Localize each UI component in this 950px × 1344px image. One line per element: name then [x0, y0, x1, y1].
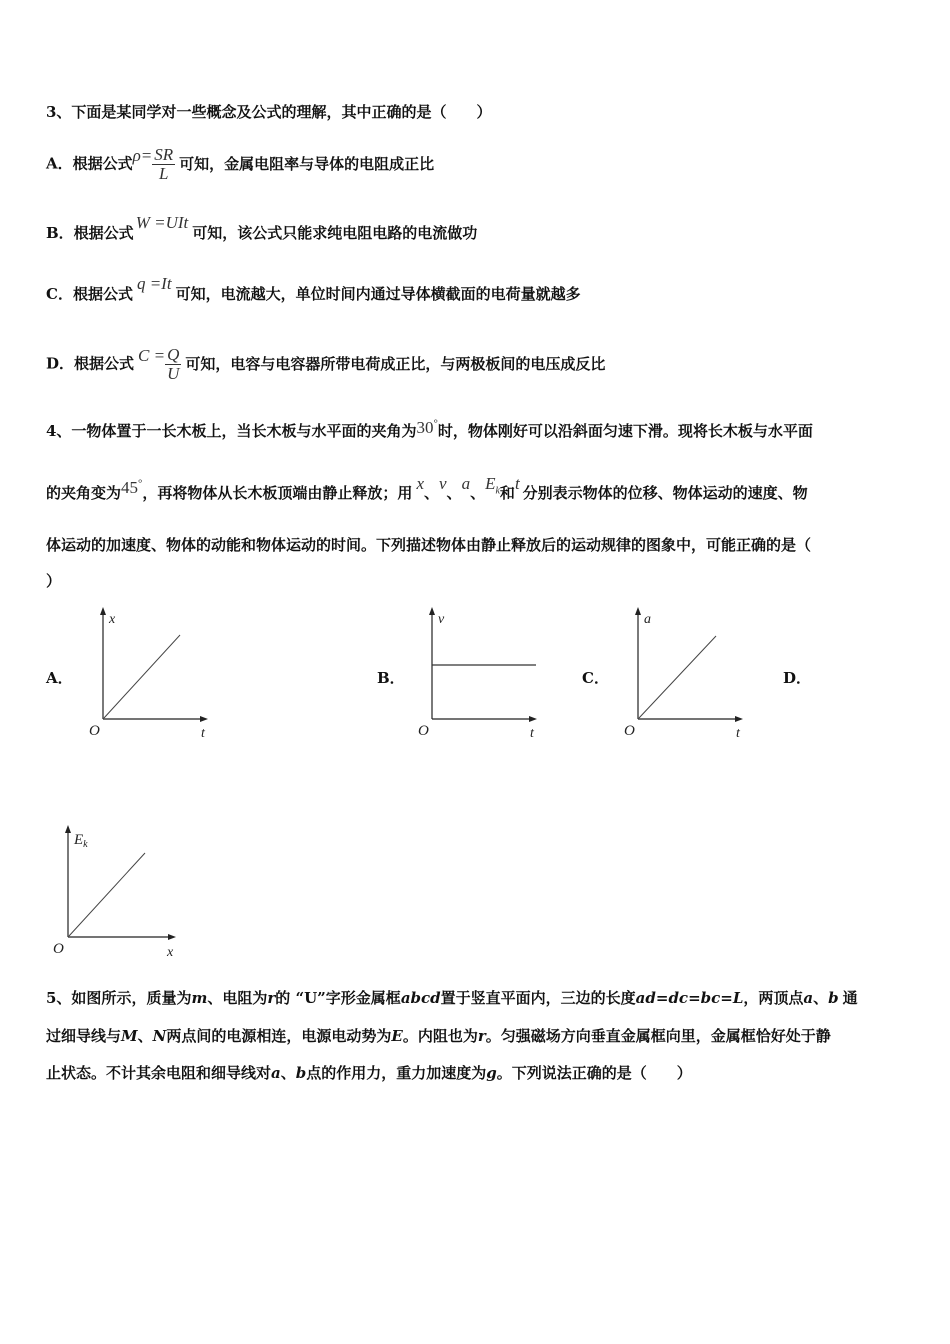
graph-b-y-label: v: [438, 612, 445, 627]
q5-line-1: [46, 987, 858, 1008]
q5-line-2: [46, 1025, 831, 1046]
q4-var-t: t: [514, 474, 520, 493]
graph-a-y-label: x: [109, 612, 116, 627]
graph-a-line: [104, 635, 180, 718]
q4-degree-1: °: [433, 417, 438, 430]
q4-sep-1: 、: [423, 484, 439, 502]
q3-b-label: B．根据公式: [46, 224, 134, 242]
q5-var-b: b: [828, 989, 839, 1007]
q4-var-k: k: [495, 485, 500, 497]
q3-a-label: A．根据公式: [46, 154, 133, 173]
q5-text-1e: ，两顶点: [743, 989, 804, 1007]
q3-a-numerator: SR: [154, 145, 174, 164]
q4-var-ek: [485, 474, 500, 497]
q3-stem: 3、下面是某同学对一些概念及公式的理解，其中正确的是（ ）: [46, 103, 492, 121]
q3-a-tail: 可知，金属电阻率与导体的电阻成正比: [179, 154, 435, 173]
q5-text-1g: 通: [842, 989, 858, 1007]
q3-b-tail: 可知，该公式只能求纯电阻电路的电流做功: [192, 224, 478, 242]
q3-d-tail: 可知，电容与电容器所带电荷成正比，与两极板间的电压成反比: [185, 354, 606, 373]
q3-a-lhs: ρ=: [132, 145, 153, 165]
graph-c-y-label: a: [644, 612, 651, 627]
q4-graph-d: [50, 820, 186, 962]
q4-line-1: [46, 417, 813, 441]
graph-d-x-label: x: [167, 945, 174, 960]
q3-c-formula: q =It: [136, 274, 172, 293]
q5-text-1c: 的 “U”字形金属框: [275, 989, 401, 1007]
q5-var-N: N: [152, 1027, 167, 1045]
q5-text-1f: 、: [813, 989, 829, 1007]
q5-var-abcd: abcd: [400, 989, 441, 1007]
q5-equation: ad=dc=bc=L: [635, 989, 744, 1007]
q5-text-2a: 过细导线与: [46, 1027, 122, 1045]
q5-var-r2: r: [477, 1027, 486, 1045]
q3-option-d: [46, 346, 605, 383]
q4-text-1a: 4、一物体置于一长木板上，当长木板与水平面的夹角为: [46, 422, 417, 440]
q4-text-1b: 时，物体刚好可以沿斜面匀速下滑。现将长木板与水平面: [437, 422, 813, 440]
q3-a-fraction: [152, 146, 175, 183]
graph-a-x-arrow: [200, 716, 208, 722]
q4-option-d-label: D．: [783, 669, 812, 687]
q3-d-denominator: U: [167, 364, 180, 383]
q4-angle-1-value: 30: [416, 418, 434, 437]
graph-c-origin: O: [624, 723, 635, 739]
graph-d-origin: O: [53, 941, 64, 957]
q5-text-3c: 点的作用力，重力加速度为: [306, 1064, 487, 1082]
q5-var-m: m: [191, 989, 208, 1007]
q5-text-3a: 止状态。不计其余电阻和细导线对: [46, 1064, 272, 1082]
q4-line-3: 体运动的加速度、物体的动能和物体运动的时间。下列描述物体由静止释放后的运动规律的图象中，可能正确的是（: [46, 536, 812, 554]
graph-d-y-sub: k: [83, 839, 88, 850]
q3-a-denominator: L: [158, 164, 169, 183]
graph-b-origin: O: [418, 723, 429, 739]
q4-degree-2: °: [138, 477, 143, 490]
q4-sep-3: 、: [470, 484, 486, 502]
q5-text-2b: 、: [137, 1027, 153, 1045]
q4-and: 和: [499, 484, 515, 502]
graph-a-origin: O: [89, 723, 100, 739]
q5-text-2e: 。匀强磁场方向垂直金属框向里，金属框恰好处于静: [485, 1027, 831, 1045]
q5-var-g: g: [486, 1064, 497, 1082]
q4-var-e: E: [485, 474, 496, 493]
graph-c-line: [639, 636, 716, 718]
q5-text-3b: 、: [280, 1064, 296, 1082]
q3-d-fraction: [165, 346, 181, 383]
q3-c-tail: 可知，电流越大，单位时间内通过导体横截面的电荷量就越多: [175, 285, 581, 303]
q3-b-formula: W =UIt: [135, 213, 189, 232]
q3-d-numerator: Q: [167, 345, 180, 364]
q3-option-a: [46, 146, 434, 183]
q5-var-b2: b: [295, 1064, 307, 1082]
q4-angle-2-value: 45: [121, 478, 139, 497]
q3-d-lhs: C =: [138, 345, 166, 365]
q4-text-2b: ，再将物体从长木板顶端由静止释放；用: [142, 484, 413, 502]
graph-d-y-label: [73, 832, 88, 850]
q5-var-a2: a: [271, 1064, 281, 1082]
q5-text-2d: 。内阻也为: [402, 1027, 478, 1045]
q5-var-M: M: [121, 1027, 138, 1045]
graph-d-x-arrow: [168, 934, 176, 940]
q5-text-1a: 5、如图所示，质量为: [46, 989, 192, 1007]
q3-d-label: D．根据公式: [46, 354, 135, 373]
q5-line-3: [46, 1062, 692, 1083]
q3-option-b: [46, 213, 478, 243]
graph-b-y-arrow: [429, 607, 435, 615]
q4-text-2a: 的夹角变为: [46, 484, 122, 502]
graph-b-x-label: t: [530, 726, 534, 741]
q5-text-3d: 。下列说法正确的是（ ）: [496, 1064, 692, 1082]
q4-angle-2: [121, 478, 142, 497]
q4-sep-2: 、: [446, 484, 462, 502]
q4-line-2: [46, 474, 808, 505]
q4-graph-a: [84, 603, 220, 743]
graph-a-x-label: t: [201, 726, 205, 741]
graph-d-y-arrow: [65, 825, 71, 833]
q5-var-a: a: [803, 989, 814, 1007]
q4-var-a: a: [461, 474, 471, 493]
q4-angle-1: [416, 418, 437, 437]
q4-text-2c: 分别表示物体的位移、物体运动的速度、物: [522, 484, 808, 502]
graph-c-y-arrow: [635, 607, 641, 615]
q5-text-1b: 、电阻为: [207, 989, 268, 1007]
q4-option-a-label: A．: [46, 669, 73, 687]
q5-var-r: r: [267, 989, 276, 1007]
graph-d-y-letter: E: [74, 832, 84, 848]
graph-a-y-arrow: [100, 607, 106, 615]
q5-text-1d: 置于竖直平面内，三边的长度: [440, 989, 636, 1007]
graph-d-line: [69, 853, 145, 936]
q5-text-2c: 两点间的电源相连，电源电动势为: [166, 1027, 392, 1045]
q4-graph-b: [413, 603, 549, 743]
q4-var-x: x: [416, 474, 424, 493]
graph-c-x-label: t: [736, 726, 740, 741]
q3-c-label: C．根据公式: [46, 285, 133, 303]
q5-var-E: E: [391, 1027, 403, 1045]
q3-option-c: [46, 274, 581, 304]
graph-c-x-arrow: [735, 716, 743, 722]
graph-b-x-arrow: [529, 716, 537, 722]
q4-graph-c: [619, 603, 755, 743]
q4-option-b-label: B．: [377, 669, 405, 687]
q4-line-4: ）: [46, 572, 62, 590]
q4-var-v: v: [439, 474, 447, 493]
q4-option-c-label: C．: [582, 669, 609, 687]
